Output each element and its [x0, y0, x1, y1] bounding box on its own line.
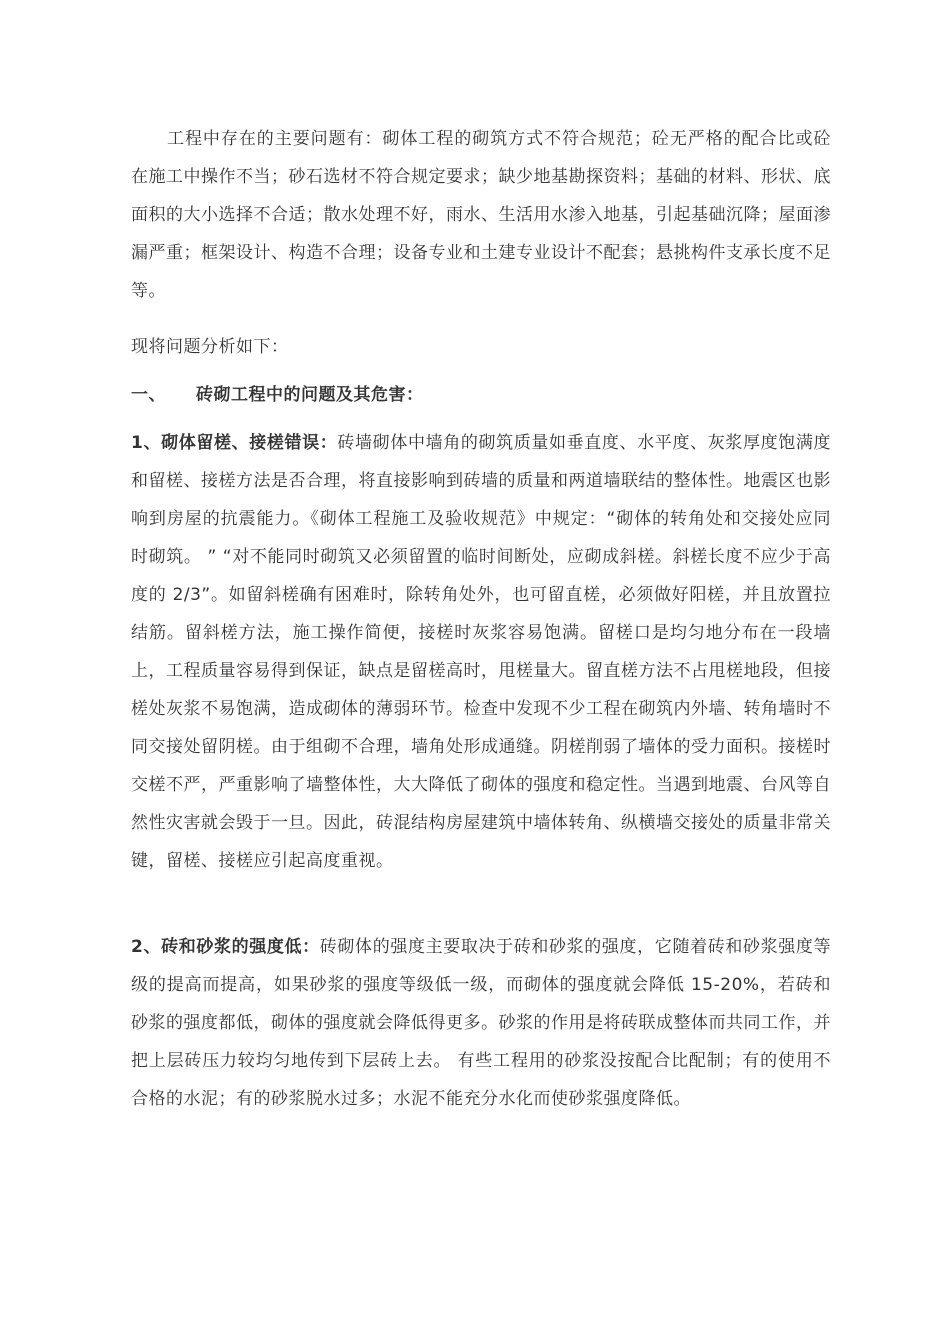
item1-paragraph	[131, 424, 831, 880]
item2-paragraph	[131, 928, 831, 1118]
section-heading	[131, 376, 831, 414]
item1-heading: 1、砌体留槎、接槎错误：	[131, 433, 338, 453]
intro-paragraph: 工程中存在的主要问题有：砌体工程的砌筑方式不符合规范；砼无严格的配合比或砼在施工中操作不当；砂石选材不符合规定要求；缺少地基勘探资料；基础的材料、形状、底面积的大小选择不合适；散水处理不好，雨水、生活用水渗入地基，引起基础沉降；屋面渗漏严重；框架设计、构造不合理；设备专业和土建专业设计不配套；悬挑构件支承长度不足等。	[131, 129, 831, 301]
item2-body: 砖砌体的强度主要取决于砖和砂浆的强度，它随着砖和砂浆强度等级的提高而提高，如果砂浆的强度等级低一级，而砌体的强度就会降低 15-20%，若砖和砂浆的强度都低，砌体的强度就会降低得更多。砂浆的作用是将砖联成整体而共同工作，并把上层砖压力较均匀地传到下层砖上去。 有些工程用的砂浆没按配合比配制；有的使用不合格的水泥；有的砂浆脱水过多；水泥不能充分水化而使砂浆强度降低。	[131, 937, 831, 1109]
analysis-lead-paragraph: 现将问题分析如下：	[131, 337, 289, 357]
item2-heading: 2、砖和砂浆的强度低：	[131, 937, 320, 957]
item1-body: 砖墙砌体中墙角的砌筑质量如垂直度、水平度、灰浆厚度饱满度和留槎、接槎方法是否合理，将直接影响到砖墙的质量和两道墙联结的整体性。地震区也影响到房屋的抗震能力。《砌体工程施工及验收规范》中规定：“砌体的转角处和交接处应同时砌筑。 ” “对不能同时砌筑又必须留置的临时间断处，应砌成斜槎。斜槎长度不应少于高度的 2/3”。如留斜槎确有困难时，除转角处外，也可留直槎，必须做好阳槎，并且放置拉结筋。留斜槎方法，施工操作简便，接槎时灰浆容易饱满。留槎口是均匀地分布在一段墙上，工程质量容易得到保证，缺点是留槎高时，甩槎量大。留直槎方法不占甩槎地段，但接槎处灰浆不易饱满，造成砌体的薄弱环节。检查中发现不少工程在砌筑内外墙、转角墙时不同交接处留阴槎。由于组砌不合理，墙角处形成通缝。阴槎削弱了墙体的受力面积。接槎时交槎不严，严重影响了墙整体性，大大降低了砌体的强度和稳定性。当遇到地震、台风等自然性灾害就会毁于一旦。因此，砖混结构房屋建筑中墙体转角、纵横墙交接处的质量非常关键，留槎、接槎应引起高度重视。	[131, 433, 832, 871]
section-number: 一、	[131, 385, 166, 405]
section-title: 砖砌工程中的问题及其危害：	[196, 385, 424, 405]
